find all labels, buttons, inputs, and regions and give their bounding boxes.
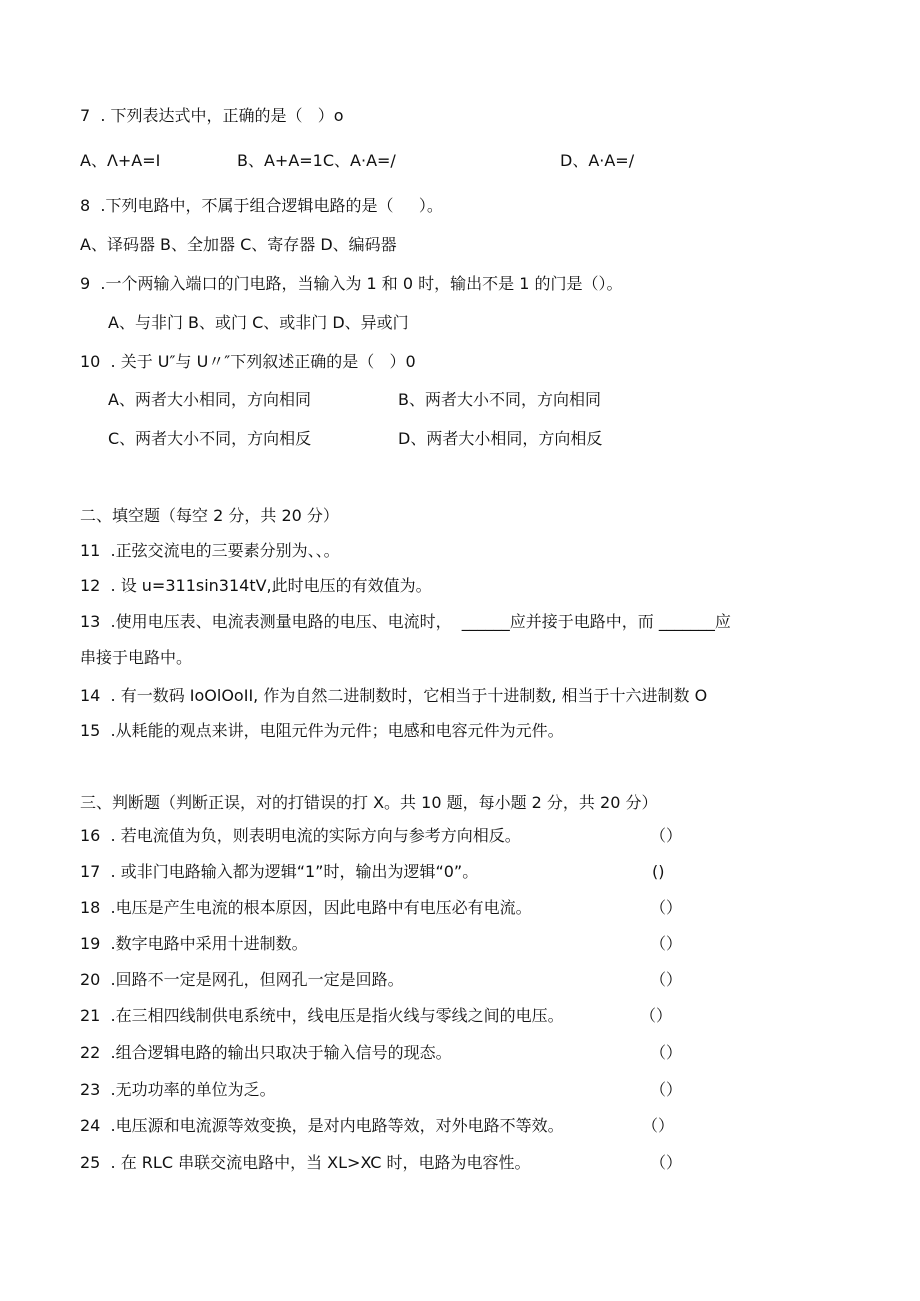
question-15: 15 .从耗能的观点来讲，电阻元件为元件；电感和电容元件为元件。 [80,721,564,740]
question-10-stem: 10 . 关于 U″与 U〃″下列叙述正确的是（ ）0 [80,352,416,371]
answer-bracket-19: （） [650,934,683,953]
question-8-options: A、译码器 B、全加器 C、寄存器 D、编码器 [80,235,397,254]
question-23: 23 .无功功率的单位为乏。 [80,1080,276,1099]
question-10-option-c: C、两者大小不同，方向相反 [108,429,312,448]
answer-bracket-23: （） [650,1080,683,1099]
answer-bracket-18: （） [650,898,683,917]
question-10-option-b: B、两者大小不同，方向相同 [398,390,601,409]
question-11: 11 .正弦交流电的三要素分别为、、。 [80,541,340,560]
answer-bracket-24: （） [642,1116,675,1135]
answer-bracket-25: （） [650,1153,683,1172]
question-22: 22 .组合逻辑电路的输出只取决于输入信号的现态。 [80,1043,452,1062]
answer-bracket-21: （） [640,1006,673,1025]
answer-bracket-16: （） [650,826,683,845]
question-7-stem: 7 . 下列表达式中，正确的是（ ）o [80,106,344,125]
question-19: 19 .数字电路中采用十进制数。 [80,934,308,953]
question-18: 18 .电压是产生电流的根本原因，因此电路中有电压必有电流。 [80,898,532,917]
question-21: 21 .在三相四线制供电系统中，线电压是指火线与零线之间的电压。 [80,1006,564,1025]
question-17: 17 . 或非门电路输入都为逻辑“1”时，输出为逻辑“0”。 [80,862,479,881]
question-9-options: A、与非门 B、或门 C、或非门 D、异或门 [108,313,409,332]
question-20: 20 .回路不一定是网孔，但网孔一定是回路。 [80,970,404,989]
question-14: 14 . 有一数码 IoOlOoII, 作为自然二进制数时，它相当于十进制数, 相当于十六进制数 O [80,686,708,705]
question-7-option-b-c: B、A+A=1C、A·A=/ [237,151,396,170]
question-24: 24 .电压源和电流源等效变换，是对内电路等效，对外电路不等效。 [80,1116,564,1135]
question-8-stem: 8 .下列电路中，不属于组合逻辑电路的是（ ）。 [80,196,443,215]
question-7-option-d: D、A·A=/ [560,151,635,170]
section-2-title: 二、填空题（每空 2 分，共 20 分） [80,506,339,525]
question-13-line-1: 13 .使用电压表、电流表测量电路的电压、电流时， ______应并接于电路中，而 _______应 [80,612,731,631]
section-3-title: 三、判断题（判断正误，对的打错误的打 X。共 10 题，每小题 2 分，共 20 分） [80,793,658,812]
question-25: 25 . 在 RLC 串联交流电路中，当 XL>XC 时，电路为电容性。 [80,1153,531,1172]
answer-bracket-20: （） [650,970,683,989]
question-13-line-2: 串接于电路中。 [80,648,193,667]
answer-bracket-17: () [652,862,665,881]
question-10-option-a: A、两者大小相同，方向相同 [108,390,311,409]
question-7-option-a: A、Λ+A=I [80,151,161,170]
question-10-option-d: D、两者大小相同，方向相反 [398,429,603,448]
question-9-stem: 9 .一个两输入端口的门电路，当输入为 1 和 0 时，输出不是 1 的门是（）。 [80,274,623,293]
question-16: 16 . 若电流值为负，则表明电流的实际方向与参考方向相反。 [80,826,521,845]
answer-bracket-22: （） [650,1043,683,1062]
question-12: 12 . 设 u=311sin314tV,此时电压的有效值为。 [80,576,432,595]
